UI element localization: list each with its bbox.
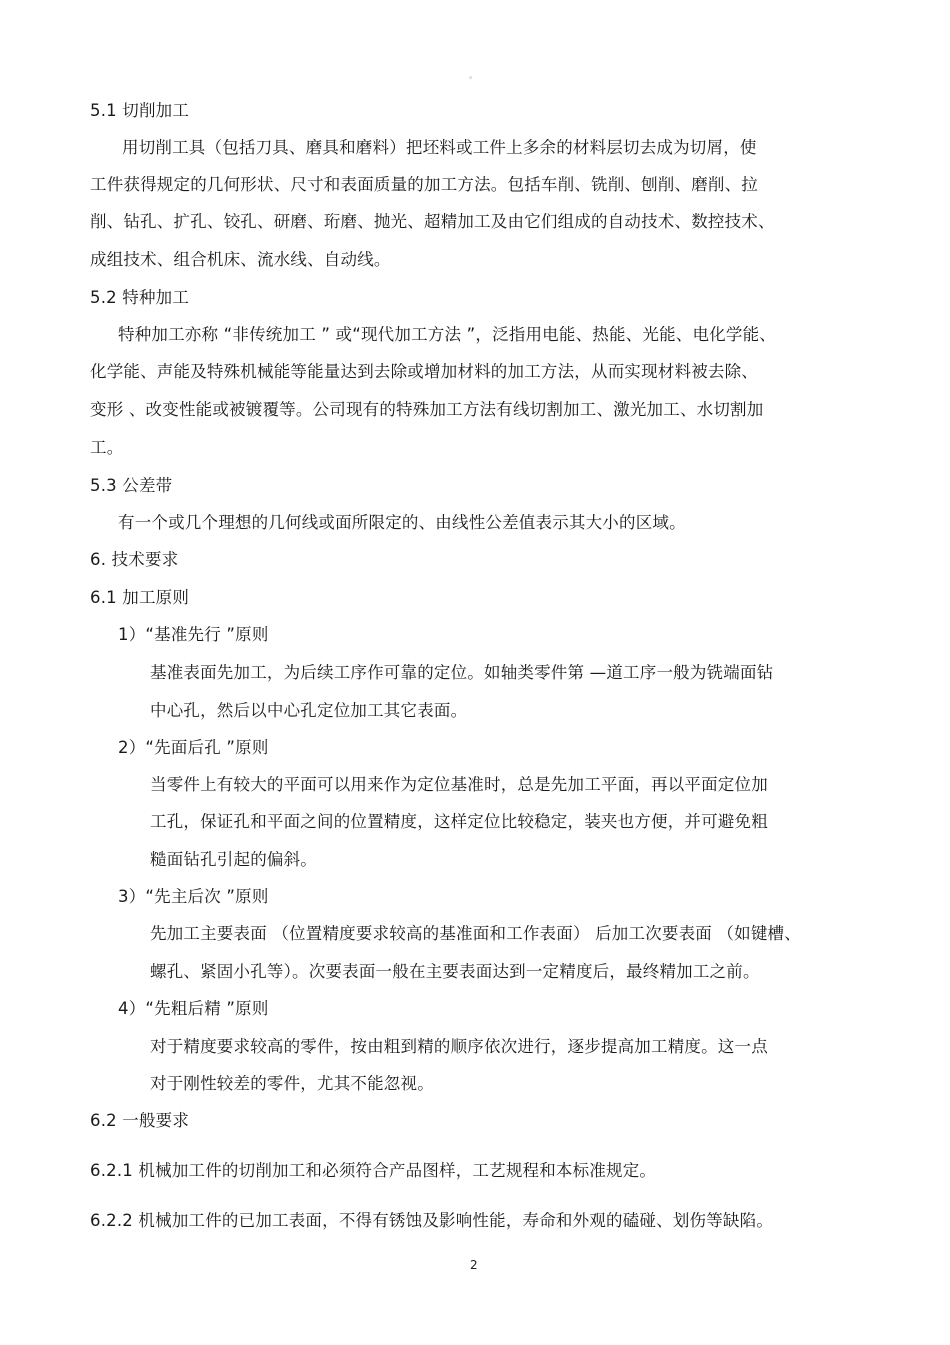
clause-6-2-2: 6.2.2 机械加工件的已加工表面，不得有锈蚀及影响性能，寿命和外观的磕碰、划伤等缺陷。 — [90, 1211, 774, 1230]
paragraph-line: 化学能、声能及特殊机械能等能量达到去除或增加材料的加工方法，从而实现材料被去除、 — [90, 362, 758, 381]
paragraph-line: 特种加工亦称 “非传统加工 ” 或“现代加工方法 ”，泛指用电能、热能、光能、电化学能、 — [118, 325, 776, 344]
principle-title: 2）“先面后孔 ”原则 — [118, 738, 269, 757]
page-number: 2 — [470, 1258, 478, 1272]
paragraph-line: 工孔，保证孔和平面之间的位置精度，这样定位比较稳定，装夹也方便，并可避免粗 — [150, 812, 768, 831]
paragraph-line: 有一个或几个理想的几何线或面所限定的、由线性公差值表示其大小的区域。 — [118, 513, 686, 532]
paragraph-line: 成组技术、组合机床、流水线、自动线。 — [90, 250, 391, 269]
paragraph-line: 先加工主要表面 （位置精度要求较高的基准面和工作表面） 后加工次要表面 （如键槽、 — [150, 924, 801, 943]
principle-title: 3）“先主后次 ”原则 — [118, 887, 269, 906]
paragraph-line: 变形 、改变性能或被镀覆等。公司现有的特殊加工方法有线切割加工、激光加工、水切割加 — [90, 400, 764, 419]
paragraph-line: 当零件上有较大的平面可以用来作为定位基准时，总是先加工平面，再以平面定位加 — [150, 775, 768, 794]
paragraph-line: 中心孔，然后以中心孔定位加工其它表面。 — [150, 701, 468, 720]
header-mark: 。 — [469, 71, 479, 81]
paragraph-line: 基准表面先加工，为后续工序作可靠的定位。如轴类零件第 —道工序一般为铣端面钻 — [150, 663, 774, 682]
principle-title: 4）“先粗后精 ”原则 — [118, 999, 269, 1018]
section-heading-5-2: 5.2 特种加工 — [90, 288, 190, 307]
paragraph-line: 工件获得规定的几何形状、尺寸和表面质量的加工方法。包括车削、铣削、刨削、磨削、拉 — [90, 175, 758, 194]
paragraph-line: 螺孔、紧固小孔等）。次要表面一般在主要表面达到一定精度后，最终精加工之前。 — [150, 962, 760, 981]
section-heading-6-1: 6.1 加工原则 — [90, 588, 190, 607]
clause-6-2-1: 6.2.1 机械加工件的切削加工和必须符合产品图样，工艺规程和本标准规定。 — [90, 1161, 657, 1180]
section-heading-5-3: 5.3 公差带 — [90, 476, 173, 495]
paragraph-line: 对于刚性较差的零件，尤其不能忽视。 — [150, 1074, 434, 1093]
paragraph-line: 工。 — [90, 438, 124, 457]
section-heading-6-2: 6.2 一般要求 — [90, 1111, 190, 1130]
paragraph-line: 削、钻孔、扩孔、铰孔、研磨、珩磨、抛光、超精加工及由它们组成的自动技术、数控技术、 — [90, 212, 775, 231]
paragraph-line: 对于精度要求较高的零件，按由粗到精的顺序依次进行，逐步提高加工精度。这一点 — [150, 1037, 768, 1056]
paragraph-line: 用切削工具（包括刀具、磨具和磨料）把坯料或工件上多余的材料层切去成为切屑，使 — [122, 138, 757, 157]
paragraph-line: 糙面钻孔引起的偏斜。 — [150, 850, 317, 869]
section-heading-5-1: 5.1 切削加工 — [90, 101, 190, 120]
section-heading-6: 6. 技术要求 — [90, 550, 179, 569]
principle-title: 1）“基准先行 ”原则 — [118, 625, 269, 644]
